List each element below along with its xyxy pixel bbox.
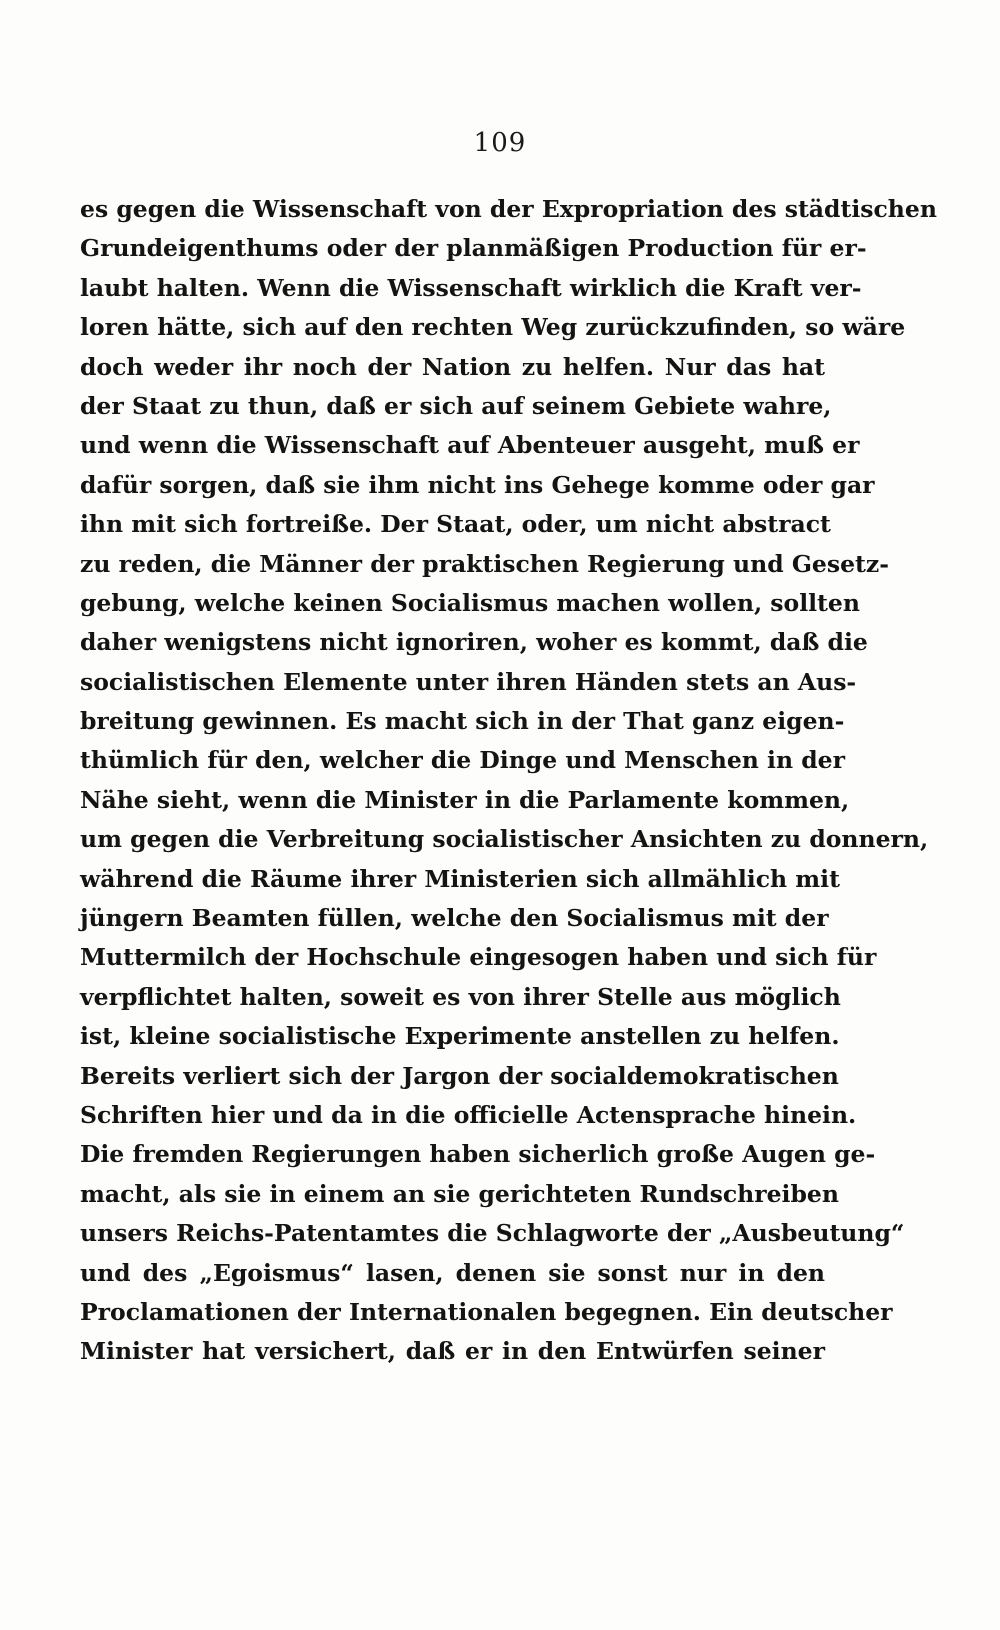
text-line: gebung, welche keinen Socialismus machen wollen, sollten — [80, 588, 860, 617]
text-line: ihn mit sich fortreiße. Der Staat, oder, um nicht abstract — [80, 510, 831, 539]
text-line: Bereits verliert sich der Jargon der socialdemokratischen — [80, 1061, 839, 1090]
page-number: 109 — [473, 128, 527, 158]
text-line: dafür sorgen, daß sie ihm nicht ins Gehege komme oder gar — [80, 470, 875, 499]
text-line: und wenn die Wissenschaft auf Abenteuer ausgeht, muß er — [80, 431, 860, 460]
text-line: loren hätte, sich auf den rechten Weg zurückzufinden, so wäre — [80, 313, 906, 342]
text-line: zu reden, die Männer der praktischen Regierung und Gesetz- — [80, 549, 889, 578]
text-line: socialistischen Elemente unter ihren Händen stets an Aus- — [80, 667, 857, 696]
text-line: Schriften hier und da in die officielle Actensprache hinein. — [80, 1100, 857, 1129]
text-line: ist, kleine socialistische Experimente anstellen zu helfen. — [80, 1022, 840, 1051]
text-line: Muttermilch der Hochschule eingesogen haben und sich für — [80, 943, 877, 972]
text-line: Die fremden Regierungen haben sicherlich große Augen ge- — [80, 1140, 876, 1169]
text-line: um gegen die Verbreitung socialistischer Ansichten zu donnern, — [80, 825, 929, 854]
text-line: Minister hat versichert, daß er in den Entwürfen seiner — [80, 1337, 825, 1366]
text-line: verpflichtet halten, soweit es von ihrer Stelle aus möglich — [80, 982, 841, 1011]
text-line: und des „Egoismus“ lasen, denen sie sonst nur in den — [80, 1258, 825, 1287]
text-line: Grundeigenthums oder der planmäßigen Production für er- — [80, 234, 867, 263]
text-line: unsers Reichs-Patentamtes die Schlagworte der „Ausbeutung“ — [80, 1219, 905, 1248]
text-line: breitung gewinnen. Es macht sich in der That ganz eigen- — [80, 707, 845, 736]
text-line: doch weder ihr noch der Nation zu helfen. Nur das hat — [80, 352, 825, 381]
text-line: es gegen die Wissenschaft von der Expropriation des städtischen — [80, 195, 937, 223]
text-line: während die Räume ihrer Ministerien sich allmählich mit — [80, 864, 840, 893]
body-text — [80, 190, 937, 1372]
text-line: laubt halten. Wenn die Wissenschaft wirklich die Kraft ver- — [80, 273, 862, 302]
text-line: der Staat zu thun, daß er sich auf seinem Gebiete wahre, — [80, 391, 832, 420]
text-line: jüngern Beamten füllen, welche den Socialismus mit der — [80, 904, 829, 933]
text-line: Proclamationen der Internationalen begegnen. Ein deutscher — [80, 1297, 893, 1326]
text-line: thümlich für den, welcher die Dinge und Menschen in der — [80, 746, 846, 775]
text-line: macht, als sie in einem an sie gerichteten Rundschreiben — [80, 1179, 839, 1208]
text-line: daher wenigstens nicht ignoriren, woher es kommt, daß die — [80, 628, 868, 657]
text-line: Nähe sieht, wenn die Minister in die Parlamente kommen, — [80, 785, 850, 814]
